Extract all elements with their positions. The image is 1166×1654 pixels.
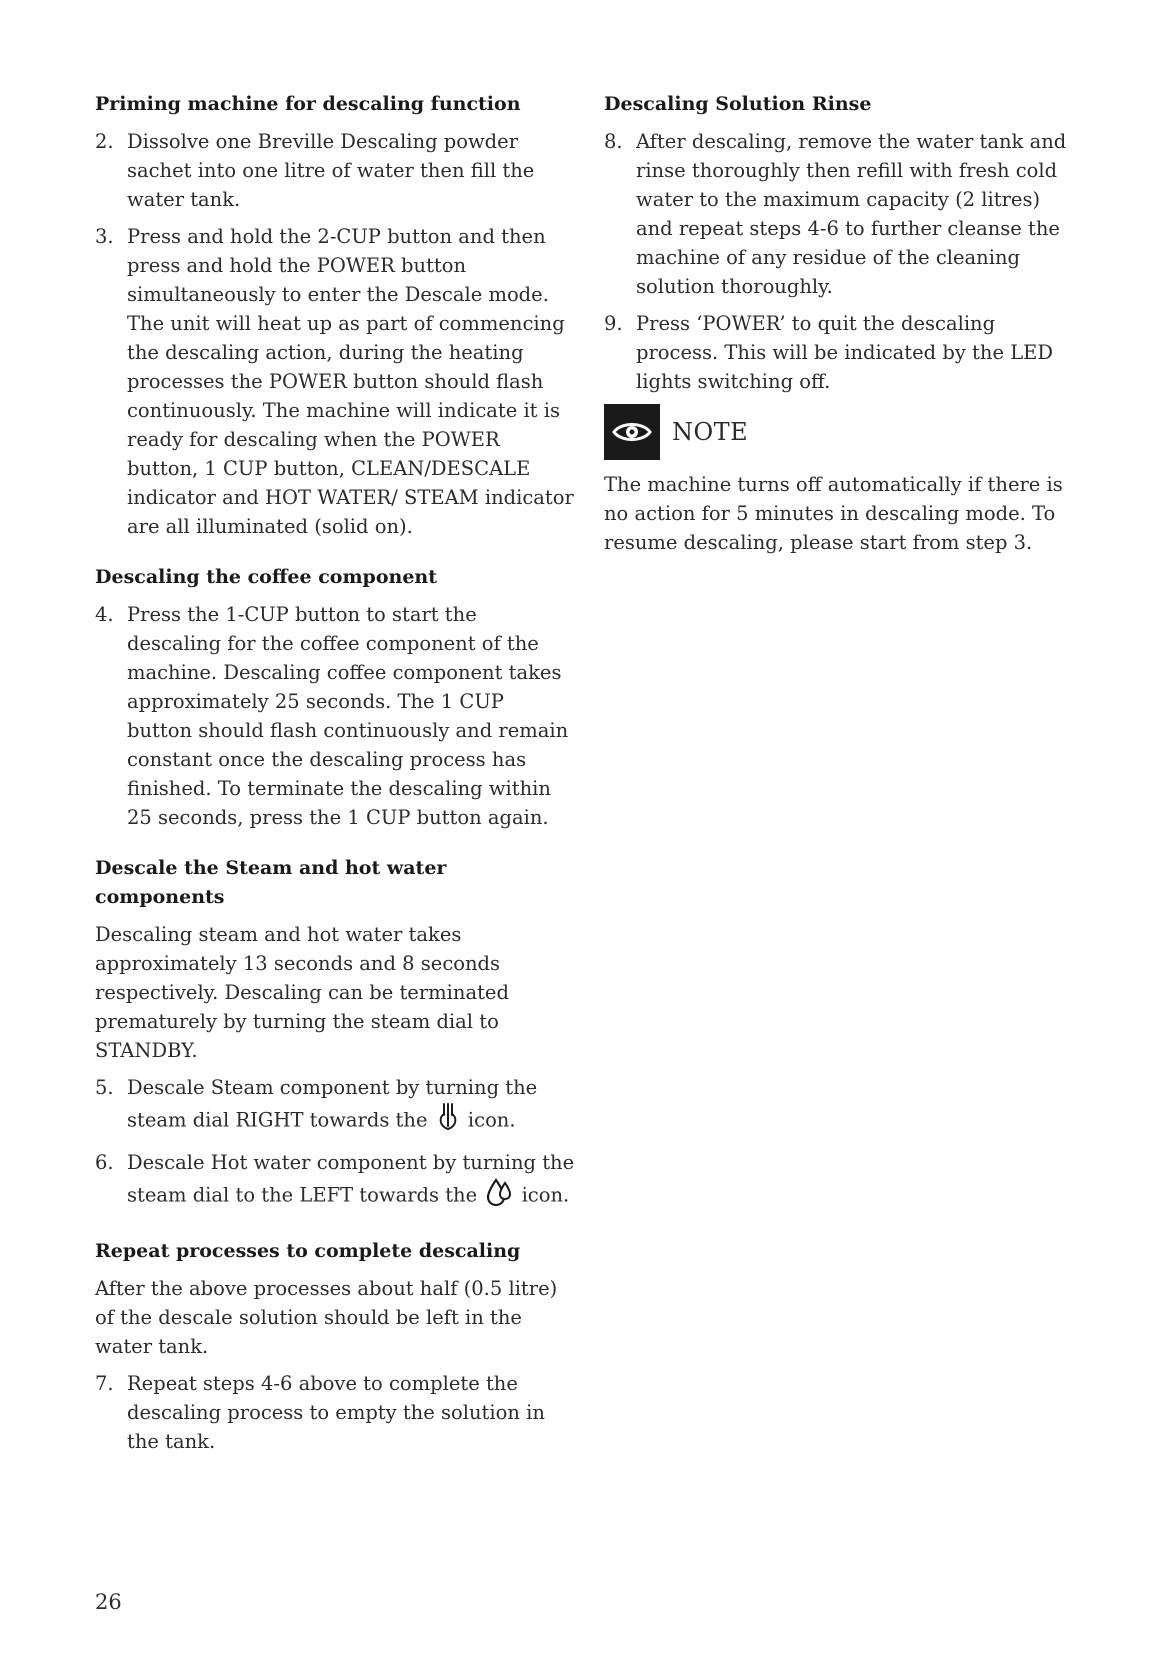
page-number: 26 [95, 1590, 122, 1614]
heading-solution-rinse: Descaling Solution Rinse [604, 93, 872, 115]
step-2 [95, 127, 575, 214]
heading-coffee-component: Descaling the coffee component [95, 566, 438, 588]
step-number: 2. [95, 130, 114, 153]
step-8 [604, 127, 1074, 301]
step-text: Press ‘POWER’ to quit the descaling process. This will be indicated by the LED lights switching off. [636, 312, 1054, 393]
water-drop-icon [485, 1177, 513, 1215]
step-4 [95, 600, 575, 832]
step-number: 4. [95, 603, 114, 626]
step-text: Repeat steps 4-6 above to complete the descaling process to empty the solution in the tank. [127, 1372, 545, 1453]
step-number: 3. [95, 225, 114, 248]
step-number: 6. [95, 1151, 114, 1174]
step-number: 5. [95, 1076, 114, 1099]
right-column [604, 90, 1074, 565]
step-text-after: icon. [521, 1183, 570, 1207]
step-text-before: Descale Steam component by turning the steam dial RIGHT towards the [127, 1076, 538, 1132]
step-text: Press the 1-CUP button to start the descaling for the coffee component of the machine. Descaling coffee component takes approximately 25 seconds. The 1 CUP button should flash continuously and remain constant once the descaling process has finished. To terminate the descaling within 25 seconds, press the 1 CUP button again. [127, 603, 569, 829]
step-text: Press and hold the 2-CUP button and then press and hold the POWER button simultaneously to enter the Descale mode. The unit will heat up as part of commencing the descaling action, during the heating processes the POWER button should flash continuously. The machine will indicate it is ready for descaling when the POWER button, 1 CUP button, CLEAN/DESCALE indicator and HOT WATER/ STEAM indicator are all illuminated (solid on). [127, 225, 574, 538]
heading-priming: Priming machine for descaling function [95, 93, 521, 115]
left-column [95, 90, 575, 1464]
note-header [604, 404, 1074, 460]
step-text [127, 1148, 575, 1215]
heading-repeat-processes: Repeat processes to complete descaling [95, 1240, 521, 1262]
paragraph-half-solution: After the above processes about half (0.5 litre) of the descale solution should be left in the water tank. [95, 1277, 558, 1358]
step-9 [604, 309, 1074, 396]
step-text [127, 1073, 575, 1140]
eye-icon [604, 404, 660, 460]
step-text: Dissolve one Breville Descaling powder sachet into one litre of water then fill the water tank. [127, 130, 535, 211]
step-number: 9. [604, 312, 623, 335]
paragraph-descale-times: Descaling steam and hot water takes approximately 13 seconds and 8 seconds respectively. Descaling can be terminated prematurely by turning the steam dial to STANDBY. [95, 923, 509, 1062]
step-7 [95, 1369, 575, 1456]
step-text-after: icon. [467, 1108, 516, 1132]
heading-steam-hot-water: Descale the Steam and hot water components [95, 857, 447, 908]
steam-icon [436, 1102, 460, 1140]
note-label: NOTE [672, 418, 749, 446]
note-text: The machine turns off automatically if there is no action for 5 minutes in descaling mode. To resume descaling, please start from step 3. [604, 473, 1063, 554]
step-6 [95, 1148, 575, 1215]
step-text-before: Descale Hot water component by turning the steam dial to the LEFT towards the [127, 1151, 575, 1207]
step-text: After descaling, remove the water tank and rinse thoroughly then refill with fresh cold water to the maximum capacity (2 litres) and repeat steps 4-6 to further cleanse the machine of any residue of the cleaning solution thoroughly. [636, 130, 1067, 298]
step-number: 8. [604, 130, 623, 153]
step-5 [95, 1073, 575, 1140]
step-number: 7. [95, 1372, 114, 1395]
step-3 [95, 222, 575, 541]
